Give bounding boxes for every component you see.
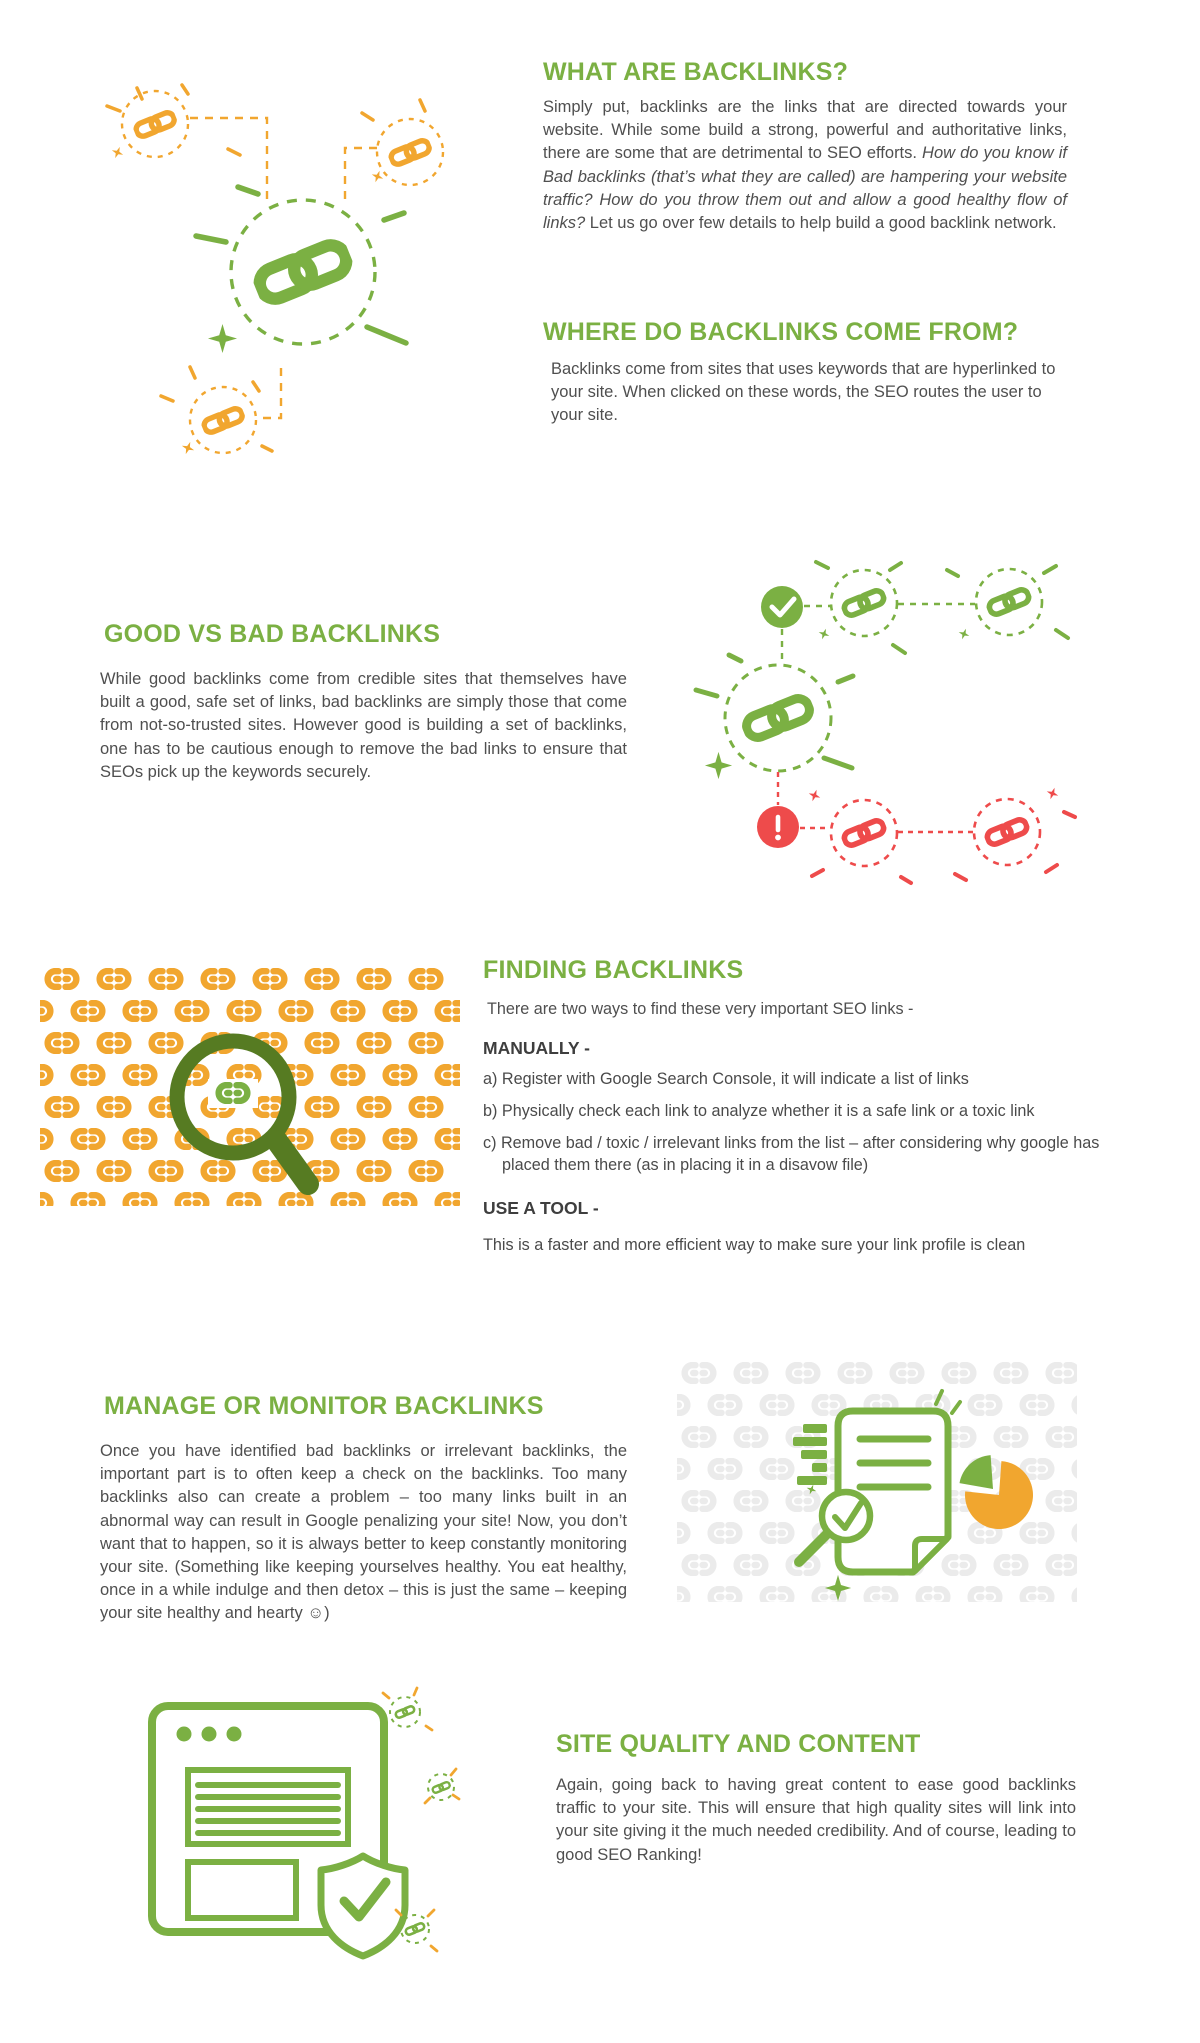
section-title-what-are-backlinks: WHAT ARE BACKLINKS? (543, 58, 849, 86)
manual-step-b: b) Physically check each link to analyze whether it is a safe link or a toxic link (483, 1102, 1035, 1120)
sparkle-icon (370, 169, 386, 185)
chain-link-icon (743, 695, 813, 741)
what-body-italic: How do you know if Bad backlinks (that’s what they are called) are hampering your website traffic? How do you throw them out and allow a good healthy flow of links? (543, 144, 1068, 233)
section-title-site-quality-and-content: SITE QUALITY AND CONTENT (556, 1730, 921, 1758)
chain-link-icon (985, 818, 1029, 846)
sparkle-icon (110, 145, 126, 161)
manual-step-a: a) Register with Google Search Console, it will indicate a list of links (483, 1070, 969, 1088)
dashed-circle (831, 800, 897, 866)
chain-link-icon (432, 1781, 451, 1793)
manage-backlinks-illustration (677, 1356, 1077, 1602)
chain-link-icon (842, 589, 886, 617)
sparkle-icon (1045, 786, 1061, 802)
chain-link-icon (202, 407, 244, 435)
dashed-circle (377, 119, 443, 185)
what-body-part2: Let us go over few details to help build a good backlink network. (585, 214, 1057, 233)
section-title-finding-backlinks: FINDING BACKLINKS (483, 956, 744, 984)
sun-rays (161, 367, 272, 451)
section-title-good-vs-bad-backlinks: GOOD VS BAD BACKLINKS (104, 620, 441, 648)
manually-label: MANUALLY - (483, 1038, 590, 1058)
sparkle-icon (208, 324, 237, 353)
use-a-tool-label: USE A TOOL - (483, 1198, 599, 1218)
site-quality-illustration (152, 1688, 459, 1956)
sun-rays (362, 100, 425, 120)
browser-dots (177, 1727, 242, 1742)
section-title-manage-or-monitor-backlinks: MANAGE OR MONITOR BACKLINKS (104, 1392, 544, 1420)
dashed-circle (190, 387, 256, 453)
exclamation-dot (775, 835, 781, 841)
section-title-where-do-backlinks-come-from: WHERE DO BACKLINKS COME FROM? (543, 318, 1019, 346)
manage-backlinks-body: Once you have identified bad backlinks or irrelevant backlinks, the important part is to often keep a check on the backlinks. Too many backlinks also can create a problem – too many links built in an abnormal way can result in Google penalizing your site! Now, you don’t want that to happen, so it is always better to keep constantly monitoring your site. (Something like keeping yourselves healthy. You eat healthy, once in a while indulge and then detox – this is just the same – keeping your site healthy and hearty ☺) (100, 1442, 627, 1623)
dashed-circle (390, 1697, 420, 1727)
where-backlinks-body: Backlinks come from sites that uses keywords that are hyperlinked to your site. When clicked on these words, the SEO routes the user to your site. (551, 360, 1056, 425)
chain-link-icon (405, 1922, 425, 1935)
sun-rays (816, 562, 1068, 653)
sparkle-icon (807, 788, 823, 804)
dashed-circle (974, 799, 1040, 865)
site-quality-body: Again, going back to having great content to ease good backlinks traffic to your site. This will ensure that high quality sites will link into your site giving it the much needed credibility. And of course, leading to good SEO Ranking! (556, 1776, 1076, 1864)
sparkle-icon (180, 440, 197, 457)
chain-link-icon (389, 139, 431, 167)
backlinks-network-illustration (107, 85, 443, 456)
sparkle-icon (957, 627, 971, 641)
what-body-part1: Simply put, backlinks are the links that are directed towards your website. While some build a strong, powerful and authoritative links, there are some that are detrimental to SEO efforts. (543, 98, 1067, 163)
dashed-circle (725, 665, 831, 771)
manual-step-c: c) Remove bad / toxic / irrelevant links from the list – after considering why google has placed them there (as in placing it in a disavow file) (483, 1134, 1100, 1174)
sparkle-icon (817, 627, 831, 641)
chain-link-icon (842, 819, 886, 847)
dashed-circle (976, 569, 1042, 635)
dashed-circle (231, 200, 375, 344)
chain-link-icon (395, 1705, 415, 1718)
use-a-tool-body: This is a faster and more efficient way to make sure your link profile is clean (483, 1236, 1026, 1254)
dashed-circle (831, 570, 897, 636)
chain-link-icon (255, 241, 351, 304)
good-vs-bad-illustration (696, 562, 1075, 883)
chain-link-icon (134, 111, 176, 139)
dashed-circle (122, 91, 188, 157)
what-are-backlinks-body (543, 96, 1067, 235)
sparkle-icon (705, 752, 732, 779)
check-circle-icon (761, 586, 803, 628)
finding-backlinks-illustration (40, 962, 460, 1206)
good-vs-bad-body: While good backlinks come from credible sites that themselves have built a good, safe set of links, bad backlinks are simply those that come from not-so-trusted sites. However good is building a set of backlinks, one has to be cautious enough to remove the bad links to ensure that SEOs pick up the keywords securely. (100, 670, 627, 781)
finding-backlinks-subtitle: There are two ways to find these very important SEO links - (487, 1000, 914, 1018)
chain-link-icon (987, 588, 1031, 616)
